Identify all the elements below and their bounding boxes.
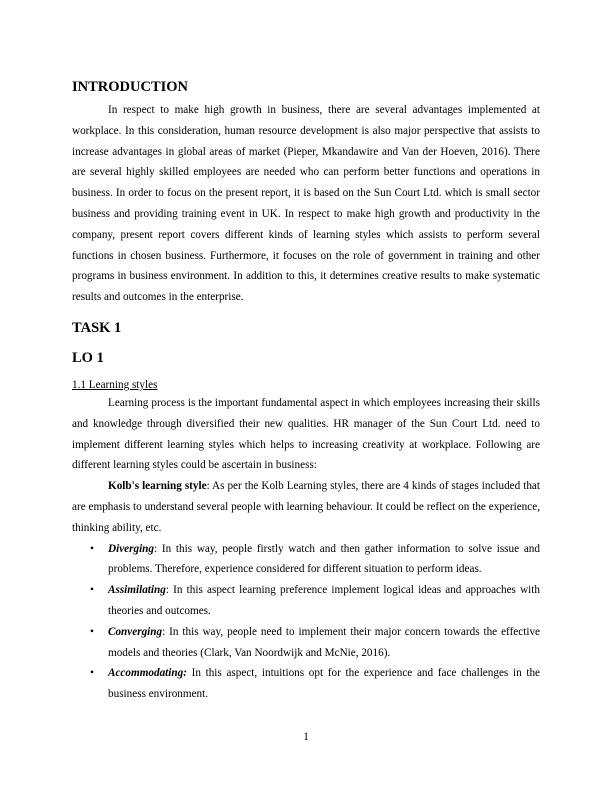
task-heading: TASK 1 bbox=[72, 319, 122, 336]
list-item-assimilating bbox=[90, 580, 540, 622]
term-diverging: Diverging bbox=[108, 542, 154, 555]
learning-process-paragraph: Learning process is the important fundamental aspect in which employees increasing their skills and knowledge through diversified their new qualities. HR manager of the Sun Court Ltd. need to implement different learning styles which helps to increasing creativity at workplace. Following are different learning styles could be ascertain in business: bbox=[72, 396, 540, 472]
list-item-accommodating bbox=[90, 663, 540, 705]
term-converging: Converging bbox=[108, 625, 163, 638]
term-assimilating: Assimilating bbox=[108, 584, 166, 597]
list-item-converging bbox=[90, 622, 540, 664]
term-accommodating: Accommodating: bbox=[108, 667, 187, 680]
kolb-text: : As per the Kolb Learning styles, there are 4 kinds of stages included that are emphasis to understand several people with learning behaviour. It could be reflect on the experience, thinking ability, etc. bbox=[72, 480, 540, 534]
introduction-paragraph: In respect to make high growth in business, there are several advantages implemented at workplace. In this consideration, human resource development is also major perspective that assists to increase advantages in global areas of market (Pieper, Mkandawire and Van der Hoeven, 2016). There are several highly skilled employees are needed who can perform better functions and operations in business. In order to focus on the present report, it is based on the Sun Court Ltd. which is small sector business and providing training event in UK. In respect to make high growth and productivity in the company, present report covers different kinds of learning styles which assists to perform several functions in chosen business. Furthermore, it focuses on the role of government in training and other programs in business environment. In addition to this, it determines creative results to make systematic results and outcomes in the enterprise. bbox=[72, 104, 540, 304]
bullet-icon: • bbox=[90, 584, 94, 597]
text-assimilating: : In this aspect learning preference implement logical ideas and approaches with theories and outcomes. bbox=[108, 584, 540, 617]
text-converging: : In this way, people need to implement their major concern towards the effective models and theories (Clark, Van Noordwijk and McNie, 2016). bbox=[108, 625, 540, 659]
page-number: 1 bbox=[303, 731, 309, 743]
learning-styles-list bbox=[72, 539, 540, 705]
list-item-diverging bbox=[90, 539, 540, 581]
text-accommodating: In this aspect, intuitions opt for the experience and face challenges in the business environment. bbox=[108, 667, 540, 701]
introduction-heading: INTRODUCTION bbox=[72, 79, 189, 95]
text-diverging: : In this way, people firstly watch and then gather information to solve issue and problems. Therefore, experience considered for different situation to perform ideas. bbox=[108, 542, 540, 576]
bullet-icon: • bbox=[90, 542, 94, 555]
kolb-label: Kolb's learning style bbox=[108, 480, 207, 493]
learning-styles-subheading: 1.1 Learning styles bbox=[72, 378, 158, 391]
document-page bbox=[72, 78, 540, 705]
bullet-icon: • bbox=[90, 667, 94, 680]
kolb-paragraph bbox=[72, 476, 540, 538]
bullet-icon: • bbox=[90, 625, 94, 638]
lo-heading: LO 1 bbox=[72, 349, 104, 366]
